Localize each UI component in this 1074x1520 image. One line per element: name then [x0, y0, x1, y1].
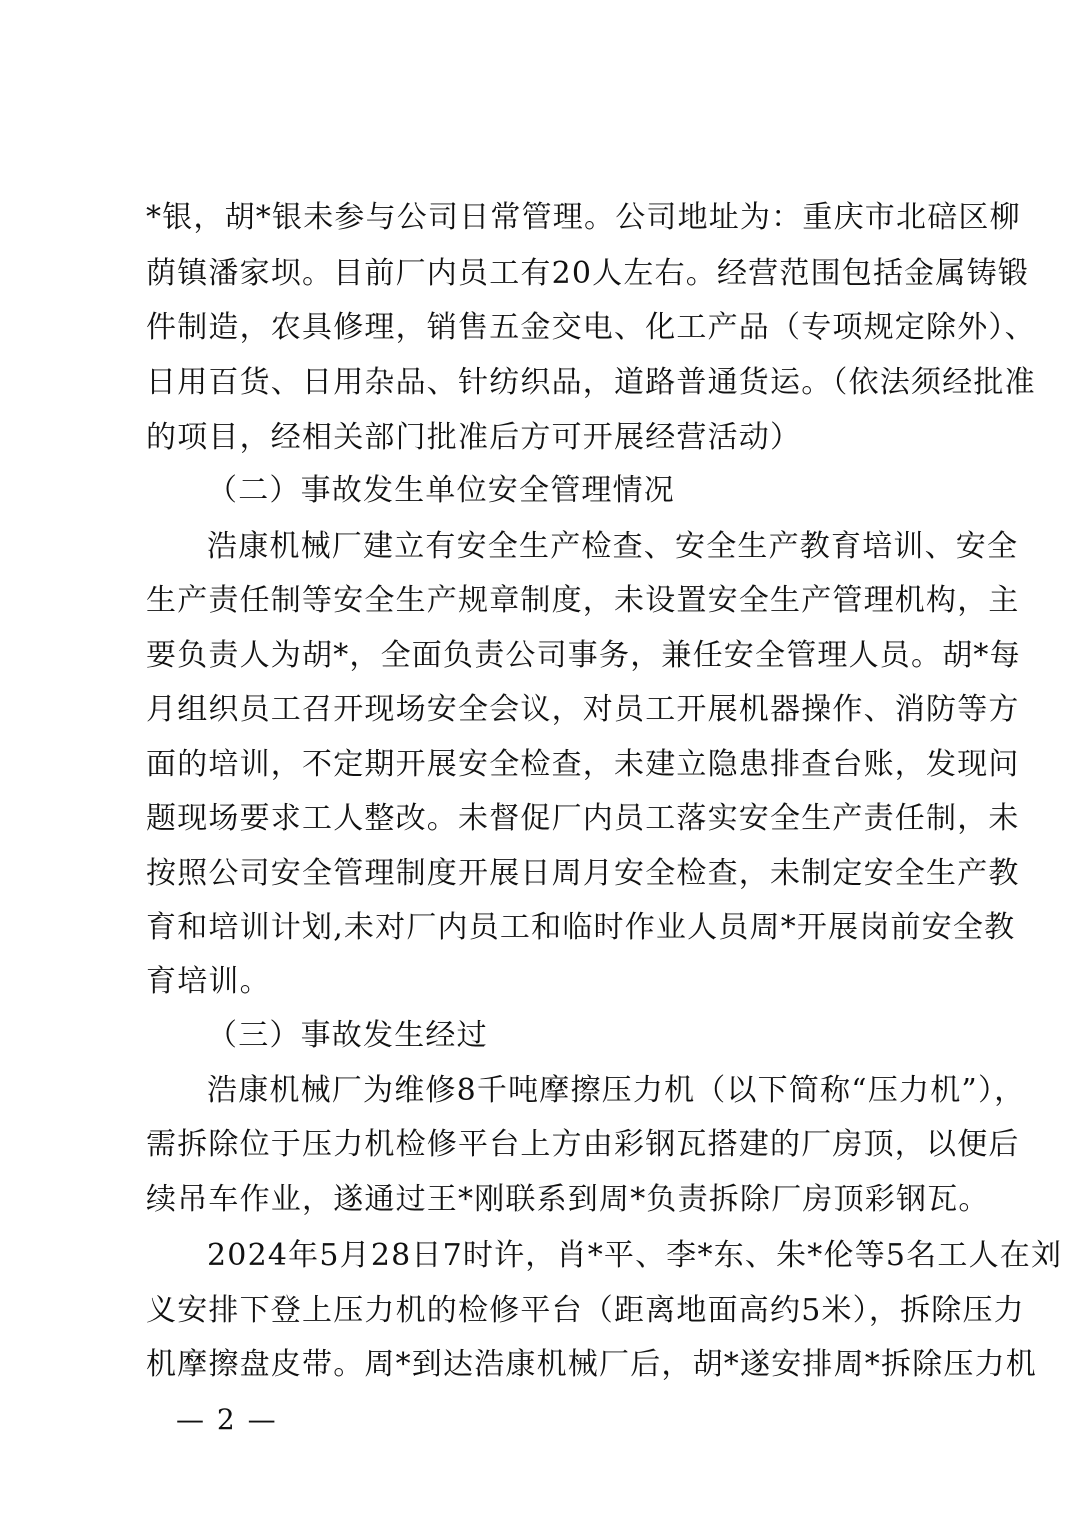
text-line: 生产责任制等安全生产规章制度，未设置安全生产管理机构，主 [146, 583, 1020, 618]
text-line: 荫镇潘家坝。目前厂内员工有20人左右。经营范围包括金属铸锻 [146, 256, 1029, 291]
text-line: 机摩擦盘皮带。周*到达浩康机械厂后，胡*遂安排周*拆除压力机 [146, 1347, 1037, 1382]
text-line: 按照公司安全管理制度开展日周月安全检查，未制定安全生产教 [146, 856, 1020, 891]
text-line: 日用百货、日用杂品、针纺织品，道路普通货运。（依法须经批准 [146, 365, 1036, 400]
text-line: *银，胡*银未参与公司日常管理。公司地址为：重庆市北碚区柳 [146, 200, 1021, 235]
text-line: 题现场要求工人整改。未督促厂内员工落实安全生产责任制，未 [146, 801, 1020, 836]
text-line: 要负责人为胡*，全面负责公司事务，兼任安全管理人员。胡*每 [146, 638, 1021, 673]
paragraph-start: 浩康机械厂为维修8千吨摩擦压力机（以下简称“压力机”）， [207, 1073, 1026, 1108]
section-heading: （二）事故发生单位安全管理情况 [207, 473, 675, 508]
paragraph-start: 浩康机械厂建立有安全生产检查、安全生产教育培训、安全 [207, 529, 1019, 564]
text-line: 育和培训计划,未对厂内员工和临时作业人员周*开展岗前安全教 [146, 910, 1016, 945]
paragraph-start: 2024年5月28日7时许，肖*平、李*东、朱*伦等5名工人在刘 [207, 1238, 1063, 1273]
text-line: 续吊车作业，遂通过王*刚联系到周*负责拆除厂房顶彩钢瓦。 [146, 1182, 990, 1217]
text-line: 月组织员工召开现场安全会议，对员工开展机器操作、消防等方 [146, 692, 1020, 727]
text-line: 需拆除位于压力机检修平台上方由彩钢瓦搭建的厂房顶，以便后 [146, 1127, 1020, 1162]
text-line: 面的培训，不定期开展安全检查，未建立隐患排查台账，发现问 [146, 747, 1020, 782]
text-line: 件制造，农具修理，销售五金交电、化工产品（专项规定除外）、 [146, 310, 1036, 345]
text-line: 育培训。 [146, 964, 271, 999]
text-line: 义安排下登上压力机的检修平台（距离地面高约5米），拆除压力 [146, 1293, 1025, 1328]
page-number: — 2 — [176, 1403, 278, 1436]
text-line: 的项目，经相关部门批准后方可开展经营活动） [146, 420, 802, 455]
section-heading: （三）事故发生经过 [207, 1018, 488, 1053]
